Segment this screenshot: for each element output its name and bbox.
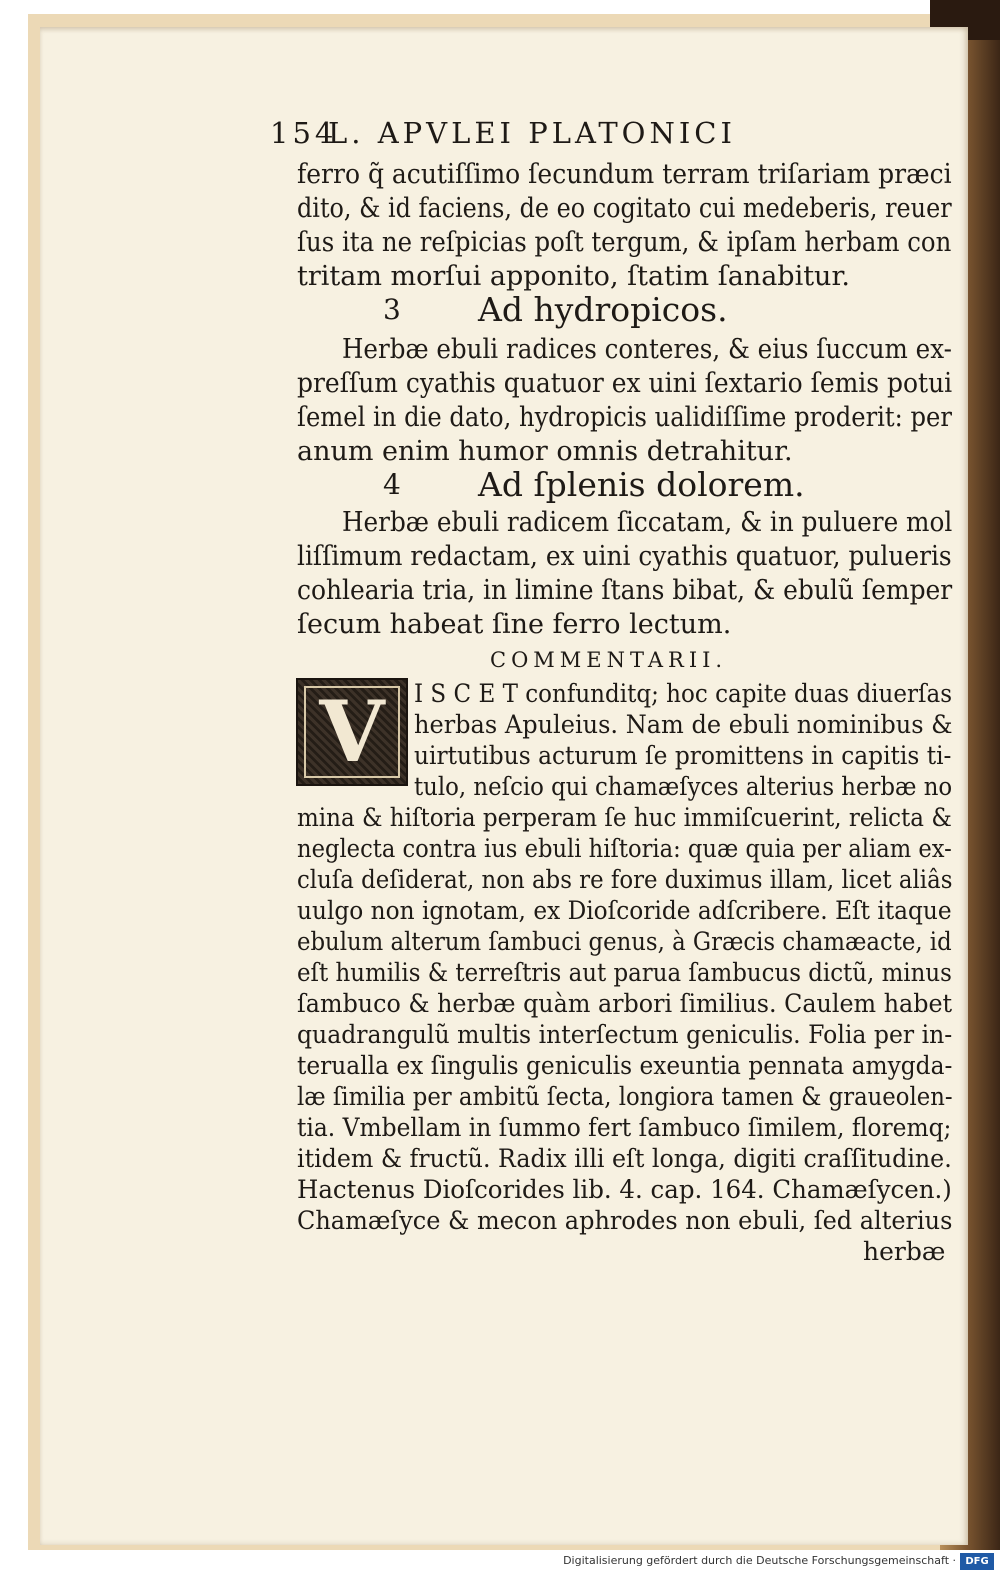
commentary-line: herbas Apuleius. Nam de ebuli nominibus & (414, 710, 953, 739)
section-heading (383, 465, 803, 505)
body-line: Herbæ ebuli radicem ſiccatam, & in puluere mol (342, 507, 953, 538)
commentary-line: Chamæſyce & mecon aphrodes non ebuli, ſed alterius (297, 1206, 953, 1235)
initial-letter: V (319, 682, 385, 781)
body-line: ferro q̃ acutiſſimo ſecundum terram triſariam præci (297, 159, 952, 190)
commentary-line: Hactenus Dioſcorides lib. 4. cap. 164. Chamæſycen.) (297, 1175, 952, 1204)
page-number: 154 (270, 116, 338, 150)
commentary-line: uulgo non ignotam, ex Dioſcoride adſcribere. Eſt itaque (297, 896, 952, 925)
body-line: ſecum habeat ſine ferro lectum. (297, 609, 732, 640)
running-header (270, 116, 850, 156)
dfg-logo-icon: DFG (960, 1553, 994, 1570)
commentary-line: ſambuco & herbæ quàm arbori ſimilius. Caulem habet (297, 989, 953, 1018)
footer-credit: Digitalisierung gefördert durch die Deutsche Forschungsgemeinschaft · (563, 1554, 956, 1567)
body-line: ſus ita ne reſpicias poſt tergum, & ipſam herbam con (297, 227, 952, 258)
commentary-line: uirtutibus acturum ſe promittens in capitis ti- (414, 741, 952, 770)
commentary-line: ebulum alterum ſambuci genus, à Græcis chamæacte, id (297, 927, 952, 956)
commentary-line: terualla ex ſingulis geniculis exeuntia pennata amygda- (297, 1051, 953, 1080)
catchword: herbæ (863, 1237, 946, 1266)
decorated-initial (296, 678, 408, 786)
commentary-line: neglecta contra ius ebuli hiſtoria: quæ quia per aliam ex- (297, 834, 952, 863)
commentary-line: læ ſimilia per ambitũ ſecta, longiora tamen & graueolen- (297, 1082, 953, 1111)
body-line: cohlearia tria, in limine ſtans bibat, & ebulũ ſemper (297, 575, 953, 606)
commentary-heading: COMMENTARII. (490, 648, 728, 672)
commentary-line: cluſa deſiderat, non abs re fore duximus illam, licet aliâs (297, 865, 953, 894)
body-line: dito, & id faciens, de eo cogitato cui medeberis, reuer (297, 193, 952, 224)
commentary-line: itidem & fructũ. Radix illi eſt longa, digiti craſſitudine. (297, 1144, 952, 1173)
section-heading (383, 290, 783, 330)
body-line: liſſimum redactam, ex uini cyathis quatuor, pulueris (297, 541, 952, 572)
commentary-line: mina & hiſtoria perperam ſe huc immiſcuerint, relicta & (297, 803, 952, 832)
body-line: anum enim humor omnis detrahitur. (297, 436, 793, 467)
commentary-line: tia. Vmbellam in ſummo fert ſambuco ſimilem, floremq; (297, 1113, 952, 1142)
commentary-line: eſt humilis & terreſtris aut parua ſambucus dictũ, minus (297, 958, 952, 987)
section-title: Ad ſplenis dolorem. (478, 465, 805, 504)
section-number: 3 (383, 293, 401, 326)
commentary-line: quadrangulũ multis interſectum geniculis. Folia per in- (297, 1020, 953, 1049)
commentary-line: tulo, neſcio qui chamæſyces alterius herbæ no (414, 772, 953, 801)
running-title: L. APVLEI PLATONICI (328, 116, 736, 150)
body-line: tritam morſui apponito, ſtatim ſanabitur. (297, 261, 850, 292)
section-title: Ad hydropicos. (478, 290, 728, 329)
body-line: ſemel in die dato, hydropicis ualidiſſime proderit: per (297, 402, 952, 433)
section-number: 4 (383, 468, 401, 501)
body-line: preſſum cyathis quatuor ex uini ſextario ſemis potui (297, 368, 953, 399)
commentary-line: I S C E T confunditq; hoc capite duas diuerſas (414, 679, 953, 708)
footer-bar (0, 1550, 1000, 1577)
body-line: Herbæ ebuli radices conteres, & eius ſuccum ex- (342, 334, 952, 365)
